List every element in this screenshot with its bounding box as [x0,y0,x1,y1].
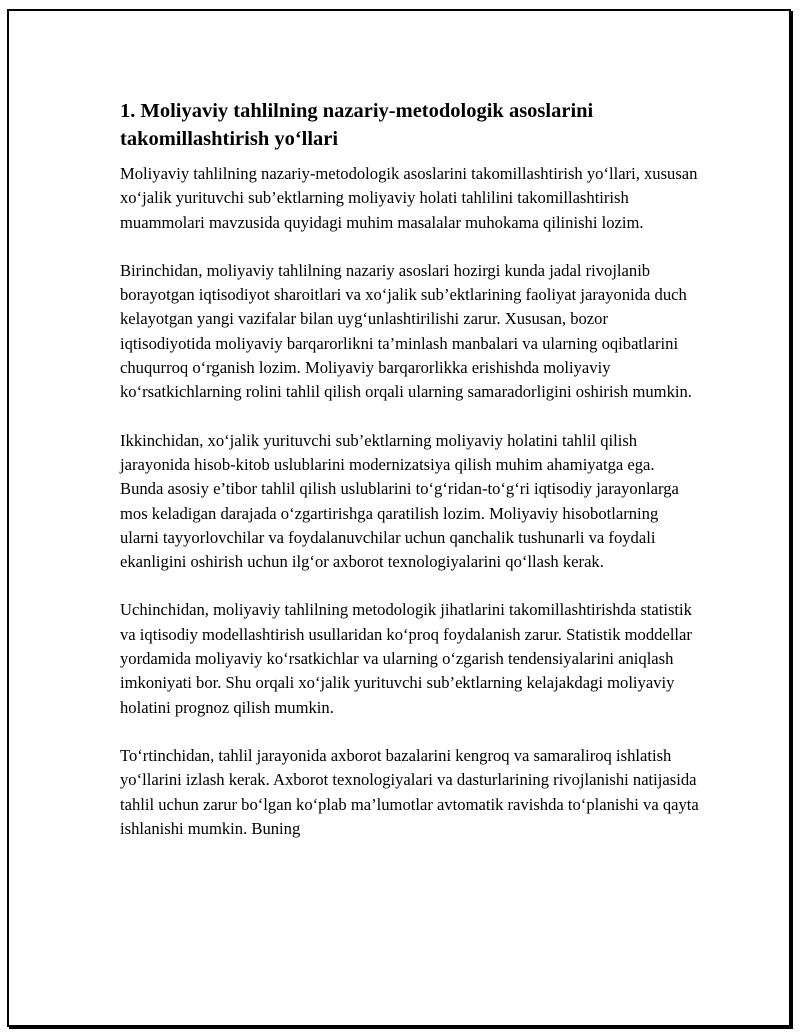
page-frame [7,9,791,1027]
paragraph-second: Ikkinchidan, xo‘jalik yurituvchi sub’ektlarning moliyaviy holatini tahlil qilish jarayonida hisob-kitob uslublarini modernizatsiya qilish muhim ahamiyatga ega. Bunda asosiy e’tibor tahlil qilish uslublarini to‘g‘ridan-to‘g‘ri iqtisodiy jarayonlarga mos keladigan darajada o‘zgartirishga qaratilish lozim. Moliyaviy hisobotlarning ularni tayyorlovchilar va foydalanuvchilar uchun qanchalik tushunarli va foydali ekanligini oshirish uchun ilg‘or axborot texnologiyalarini qo‘llash kerak. [120,430,679,572]
paragraph-third: Uchinchidan, moliyaviy tahlilning metodologik jihatlarini takomillashtirishda statistik va iqtisodiy modellashtirish usullaridan ko‘proq foydalanish zarur. Statistik moddellar yordamida moliyaviy ko‘rsatkichlar va ularning o‘zgarish tendensiyalarini aniqlash imkoniyati bor. Shu orqali xo‘jalik yurituvchi sub’ektlarning kelajakdagi moliyaviy holatini prognoz qilish mumkin. [120,600,692,717]
section-heading: 1. Moliyaviy tahlilning nazariy-metodologik asoslarini takomillashtirish yo‘llari [120,100,594,150]
paragraph-intro: Moliyaviy tahlilning nazariy-metodologik asoslarini takomillashtirish yo‘llari, xususan xo‘jalik yurituvchi sub’ektlarning moliyaviy holati tahlilini takomillashtirish muammolari mavzusida quyidagi muhim masalalar muhokama qilinishi lozim. [120,164,698,232]
document-body [120,97,700,865]
paragraph-first: Birinchidan, moliyaviy tahlilning nazariy asoslari hozirgi kunda jadal rivojlanib borayotgan iqtisodiyot sharoitlari va xo‘jalik sub’ektlarining faoliyat jarayonida duch kelayotgan yangi vazifalar bilan uyg‘unlashtirilishi zarur. Xususan, bozor iqtisodiyotida moliyaviy barqarorlikni ta’minlash manbalari va ularning oqibatlarini chuqurroq o‘rganish lozim. Moliyaviy barqarorlikka erishishda moliyaviy ko‘rsatkichlarning rolini tahlil qilish orqali ularning samaradorligini oshirish mumkin. [120,260,692,402]
paragraph-fourth: To‘rtinchidan, tahlil jarayonida axborot bazalarini kengroq va samaraliroq ishlatish yo‘llarini izlash kerak. Axborot texnologiyalari va dasturlarining rivojlanishi natijasida tahlil uchun zarur bo‘lgan ko‘plab ma’lumotlar avtomatik ravishda to‘planishi va qayta ishlanishi mumkin. Buning [120,745,699,838]
